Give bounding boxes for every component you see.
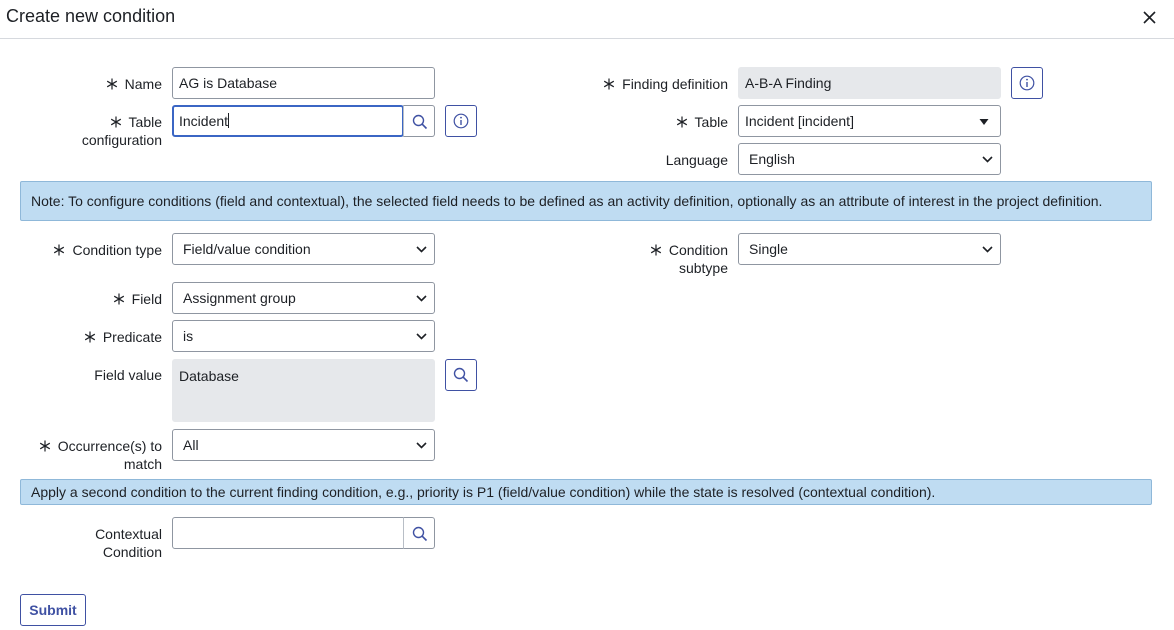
second-condition-note: Apply a second condition to the current finding condition, e.g., priority is P1 (field/value condition) while the state is resolved (contextual condition). [20,479,1152,505]
required-asterisk-icon [650,244,662,256]
info-icon [1019,75,1035,91]
required-asterisk-icon [676,116,688,128]
table-configuration-info-button[interactable] [445,105,477,137]
table-label: Table [600,113,728,131]
condition-subtype-select[interactable]: Single [738,233,1001,265]
caret-down-icon [979,118,989,126]
predicate-label: Predicate [40,328,162,346]
field-value-label: Field value [94,367,162,383]
table-configuration-search-button[interactable] [403,105,435,137]
submit-button[interactable]: Submit [20,594,86,626]
required-asterisk-icon [39,440,51,452]
occurrences-label: Occurrence(s) to match [20,437,162,473]
finding-definition-field: A-B-A Finding [738,67,1001,99]
language-select[interactable]: English [738,143,1001,175]
chevron-down-icon [416,293,427,304]
field-value-search-button[interactable] [445,359,477,391]
dialog-header [0,0,1174,39]
name-input[interactable]: AG is Database [172,67,435,99]
table-configuration-label: Table configuration [81,114,162,148]
name-label: Name [40,75,162,93]
condition-subtype-label: Condition subtype [600,241,728,277]
chevron-down-icon [982,244,993,255]
required-asterisk-icon [53,244,65,256]
search-icon [412,526,428,542]
dialog-title: Create new condition [6,6,176,26]
field-select[interactable]: Assignment group [172,282,435,314]
field-label: Field [40,290,162,308]
finding-definition-label: Finding definition [560,75,728,93]
configure-note: Note: To configure conditions (field and contextual), the selected field needs to be defined as an activity definition, optionally as an attribute of interest in the project definition. [20,181,1152,221]
table-select[interactable]: Incident [incident] [738,105,1001,137]
finding-definition-info-button[interactable] [1011,67,1043,99]
search-icon [412,114,428,130]
required-asterisk-icon [113,293,125,305]
required-asterisk-icon [84,331,96,343]
close-button[interactable] [1139,7,1161,29]
chevron-down-icon [416,440,427,451]
chevron-down-icon [416,244,427,255]
field-value-field: Database [172,359,435,422]
required-asterisk-icon [603,78,615,90]
required-asterisk-icon [106,78,118,90]
chevron-down-icon [416,331,427,342]
condition-type-label: Condition type [30,241,162,259]
table-configuration-input[interactable]: Incident [172,105,404,137]
close-icon [1139,7,1161,29]
predicate-select[interactable]: is [172,320,435,352]
occurrences-select[interactable]: All [172,429,435,461]
text-cursor [228,113,229,128]
language-label: Language [665,152,728,168]
info-icon [453,113,469,129]
contextual-condition-label: Contextual Condition [95,526,162,560]
contextual-condition-search-button[interactable] [403,517,435,549]
contextual-condition-input[interactable] [172,517,404,549]
search-icon [453,367,469,383]
condition-type-select[interactable]: Field/value condition [172,233,435,265]
chevron-down-icon [982,154,993,165]
required-asterisk-icon [110,116,122,128]
